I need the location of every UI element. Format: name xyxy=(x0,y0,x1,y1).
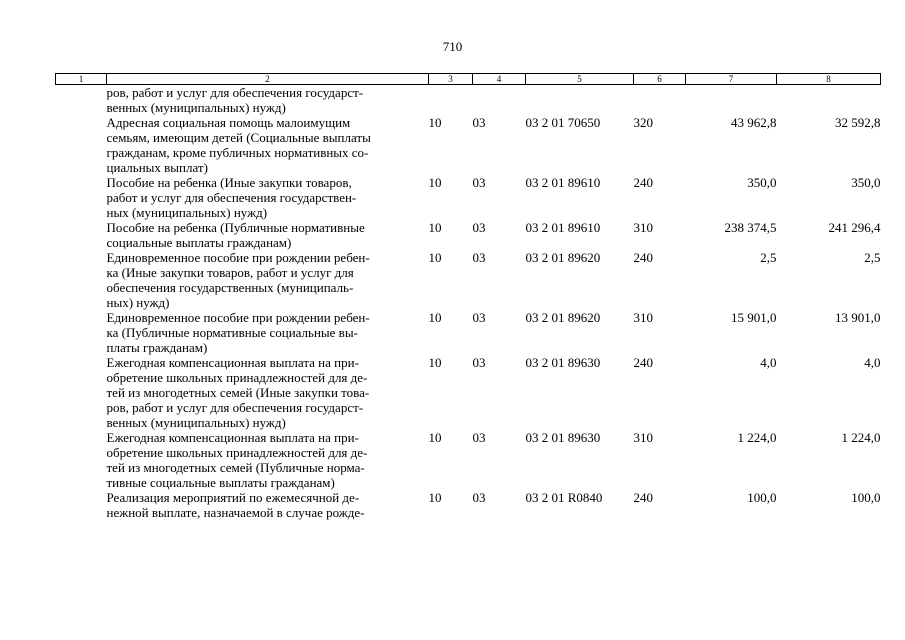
cell-target-code: 03 2 01 89630 xyxy=(525,430,601,445)
table-row xyxy=(56,490,881,520)
cell-description: Пособие на ребенка (Публичные нормативные социальные выплаты гражданам) xyxy=(106,220,365,250)
cell-expense-type: 240 xyxy=(633,175,653,190)
cell-value-2: 100,0 xyxy=(851,490,881,505)
cell-col-1 xyxy=(56,250,107,310)
cell-value-1: 238 374,5 xyxy=(724,220,777,235)
cell-value-1: 1 224,0 xyxy=(737,430,777,445)
table-row xyxy=(56,250,881,310)
table-row xyxy=(56,430,881,490)
cell-expense-type: 320 xyxy=(633,115,653,130)
cell-section: 10 xyxy=(428,355,442,370)
cell-expense-type: 310 xyxy=(633,220,653,235)
header-col-1: 1 xyxy=(56,74,107,85)
cell-subsection: 03 xyxy=(472,220,486,235)
cell-value-2: 350,0 xyxy=(851,175,881,190)
header-col-6: 6 xyxy=(634,74,686,85)
budget-table xyxy=(55,73,881,520)
table-row xyxy=(56,310,881,355)
cell-target-code: 03 2 01 89610 xyxy=(525,220,601,235)
cell-value-2: 32 592,8 xyxy=(835,115,881,130)
cell-col-1 xyxy=(56,490,107,520)
header-col-2: 2 xyxy=(107,74,429,85)
cell-description: Единовременное пособие при рождении ребен- ка (Иные закупки товаров, работ и услуг для обеспечения государственных (муниципаль- ных) нужд) xyxy=(106,250,370,310)
page-number: 710 xyxy=(442,39,463,54)
table-header xyxy=(56,74,881,85)
cell-col-1 xyxy=(56,430,107,490)
cell-subsection: 03 xyxy=(472,490,486,505)
cell-section: 10 xyxy=(428,490,442,505)
cell-value-2: 241 296,4 xyxy=(828,220,881,235)
cell-subsection: 03 xyxy=(472,355,486,370)
table-row xyxy=(56,220,881,250)
cell-col-1 xyxy=(56,115,107,175)
cell-description: Единовременное пособие при рождении ребен- ка (Публичные нормативные социальные вы- платы гражданам) xyxy=(106,310,370,355)
cell-expense-type: 240 xyxy=(633,355,653,370)
header-col-5: 5 xyxy=(526,74,634,85)
cell-expense-type: 240 xyxy=(633,250,653,265)
cell-value-1: 350,0 xyxy=(747,175,777,190)
table-body xyxy=(56,85,881,521)
cell-expense-type: 310 xyxy=(633,310,653,325)
cell-value-1: 4,0 xyxy=(760,355,777,370)
header-col-4: 4 xyxy=(473,74,526,85)
cell-subsection xyxy=(473,85,526,116)
header-col-7: 7 xyxy=(686,74,777,85)
cell-section: 10 xyxy=(428,430,442,445)
cell-value-2 xyxy=(777,85,881,116)
cell-section: 10 xyxy=(428,115,442,130)
table-row xyxy=(56,355,881,430)
cell-expense-type: 240 xyxy=(633,490,653,505)
table-row xyxy=(56,175,881,220)
cell-description: Пособие на ребенка (Иные закупки товаров, работ и услуг для обеспечения государствен- ных (муниципальных) нужд) xyxy=(106,175,357,220)
header-col-8: 8 xyxy=(777,74,881,85)
cell-value-2: 1 224,0 xyxy=(841,430,881,445)
table-row xyxy=(56,85,881,116)
cell-target-code: 03 2 01 89630 xyxy=(525,355,601,370)
cell-section: 10 xyxy=(428,310,442,325)
cell-section: 10 xyxy=(428,220,442,235)
cell-target-code: 03 2 01 R0840 xyxy=(525,490,603,505)
cell-value-2: 4,0 xyxy=(864,355,881,370)
cell-value-1: 2,5 xyxy=(760,250,777,265)
cell-value-2: 2,5 xyxy=(864,250,881,265)
cell-col-1 xyxy=(56,355,107,430)
cell-value-1: 43 962,8 xyxy=(731,115,777,130)
cell-subsection: 03 xyxy=(472,430,486,445)
cell-description: Ежегодная компенсационная выплата на при- обретение школьных принадлежностей для де- тей из многодетных семей (Иные закупки това- ров, работ и услуг для обеспечения государст- венных (муниципальных) нужд) xyxy=(106,355,370,430)
header-col-3: 3 xyxy=(429,74,473,85)
cell-value-1: 100,0 xyxy=(747,490,777,505)
cell-description: Адресная социальная помощь малоимущим семьям, имеющим детей (Социальные выплаты гражданам, кроме публичных нормативных со- циальных выплат) xyxy=(106,115,371,175)
cell-target-code: 03 2 01 89620 xyxy=(525,250,601,265)
table-row xyxy=(56,115,881,175)
cell-subsection: 03 xyxy=(472,310,486,325)
cell-col-1 xyxy=(56,310,107,355)
cell-target-code xyxy=(526,85,634,116)
cell-expense-type: 310 xyxy=(633,430,653,445)
cell-section xyxy=(429,85,473,116)
cell-subsection: 03 xyxy=(472,250,486,265)
cell-target-code: 03 2 01 89620 xyxy=(525,310,601,325)
cell-col-1 xyxy=(56,85,107,116)
cell-description: Реализация мероприятий по ежемесячной де- нежной выплате, назначаемой в случае рожде- xyxy=(106,490,365,520)
cell-expense-type xyxy=(634,85,686,116)
cell-section: 10 xyxy=(428,175,442,190)
cell-description: ров, работ и услуг для обеспечения государст- венных (муниципальных) нужд) xyxy=(106,85,364,115)
cell-subsection: 03 xyxy=(472,175,486,190)
cell-value-1 xyxy=(686,85,777,116)
cell-target-code: 03 2 01 70650 xyxy=(525,115,601,130)
header-row xyxy=(56,74,881,85)
cell-target-code: 03 2 01 89610 xyxy=(525,175,601,190)
cell-value-2: 13 901,0 xyxy=(835,310,881,325)
cell-col-1 xyxy=(56,220,107,250)
cell-description: Ежегодная компенсационная выплата на при- обретение школьных принадлежностей для де- тей из многодетных семей (Публичные норма- тивные социальные выплаты гражданам) xyxy=(106,430,368,490)
cell-section: 10 xyxy=(428,250,442,265)
cell-col-1 xyxy=(56,175,107,220)
cell-value-1: 15 901,0 xyxy=(731,310,777,325)
cell-subsection: 03 xyxy=(472,115,486,130)
